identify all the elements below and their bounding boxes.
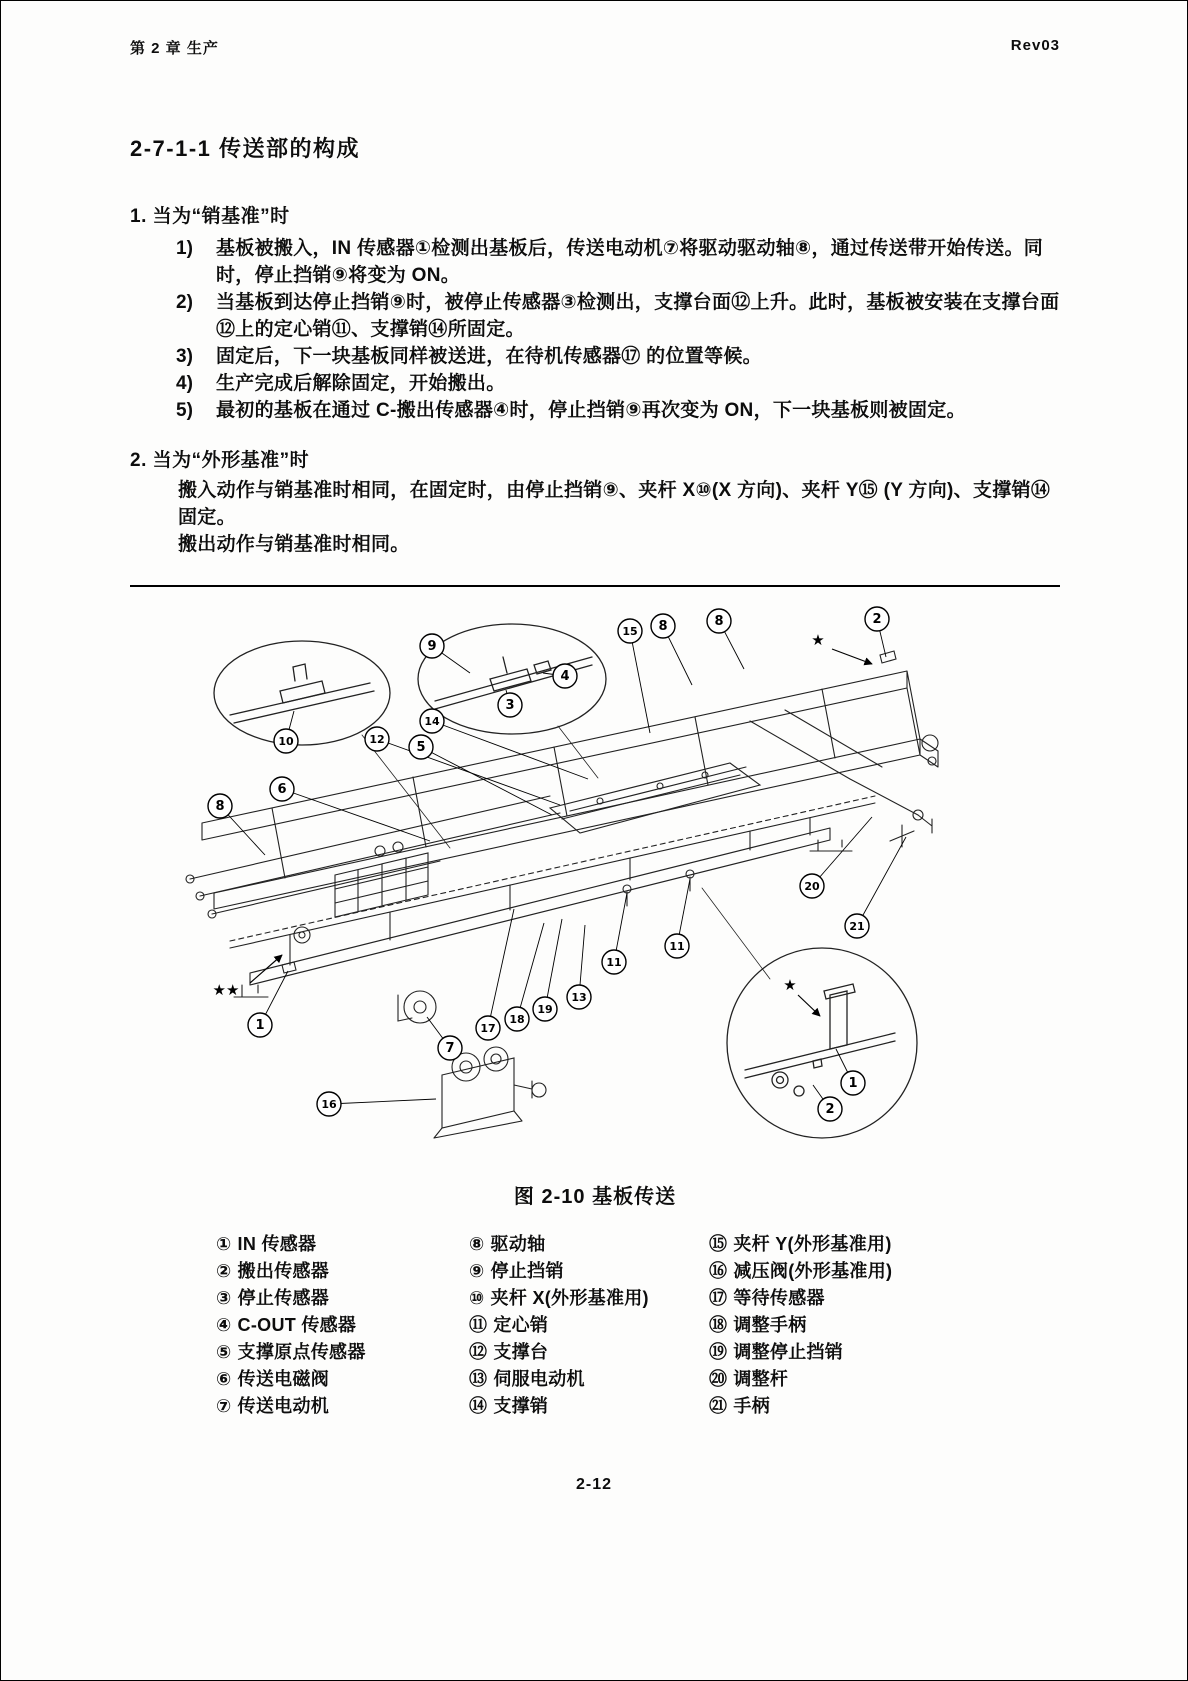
body-paragraph: 搬出动作与销基准时相同。 xyxy=(178,533,410,555)
legend-item xyxy=(709,1231,892,1258)
legend-item-number: ⑬ xyxy=(469,1368,488,1389)
step-text: 最初的基板在通过 C-搬出传感器④时，停止挡销⑨再次变为 ON，下一块基板则被固定。 xyxy=(216,399,966,421)
step-number: 3) xyxy=(176,345,193,367)
subsection-pin-reference-heading: 1. 当为“销基准”时 xyxy=(130,206,290,227)
legend-column xyxy=(469,1231,709,1420)
step-number: 1) xyxy=(176,238,193,259)
callout-number: 4 xyxy=(560,668,570,684)
legend-item xyxy=(709,1393,892,1420)
legend-item xyxy=(216,1393,469,1420)
callout-number: 19 xyxy=(537,1002,553,1016)
legend-item-number: ⑨ xyxy=(469,1260,485,1281)
step-item xyxy=(130,398,1060,425)
legend-item xyxy=(469,1258,709,1285)
callout-number: 8 xyxy=(215,798,225,814)
star-marker: ★★ xyxy=(212,980,240,999)
legend-item-number: ⑪ xyxy=(469,1314,488,1335)
callout-number: 12 xyxy=(369,732,385,746)
callout-number: 8 xyxy=(714,613,724,629)
page-header xyxy=(130,37,1060,58)
callout-number: 15 xyxy=(622,624,638,638)
legend-item xyxy=(469,1285,709,1312)
star-layer xyxy=(213,631,872,1016)
legend-item-number: ② xyxy=(216,1260,232,1281)
horizontal-rule xyxy=(130,585,1060,587)
legend-item-number: ④ xyxy=(216,1314,232,1335)
callout-number: 3 xyxy=(505,697,515,713)
figure-caption: 图 2-10 基板传送 xyxy=(513,1185,677,1208)
callout-number: 8 xyxy=(658,618,668,634)
star-marker: ★ xyxy=(783,975,797,994)
star-marker: ★ xyxy=(811,630,825,649)
step-item xyxy=(130,236,1060,290)
legend-item-label: 支撑销 xyxy=(493,1395,549,1416)
legend-item xyxy=(216,1231,469,1258)
legend-item-number: ⑫ xyxy=(469,1341,488,1362)
legend-item-label: 支撑台 xyxy=(493,1341,549,1362)
legend-item-number: ⑰ xyxy=(709,1287,728,1308)
legend-column xyxy=(709,1231,892,1420)
legend-column xyxy=(216,1231,469,1420)
callout-number: 11 xyxy=(669,939,685,953)
legend-item-number: ⑧ xyxy=(469,1233,485,1254)
page-content xyxy=(130,37,1060,1420)
figure-conveyor-diagram xyxy=(130,593,1060,1178)
legend-item-label: 夹杆 X(外形基准用) xyxy=(490,1287,649,1308)
legend-item-label: 夹杆 Y(外形基准用) xyxy=(733,1233,892,1254)
legend-item xyxy=(709,1285,892,1312)
subsection-outline-reference-heading: 2. 当为“外形基准”时 xyxy=(130,449,310,471)
callout-number: 17 xyxy=(480,1021,496,1035)
legend-item xyxy=(216,1339,469,1366)
legend-item-label: IN 传感器 xyxy=(237,1233,317,1254)
legend-item-number: ⑱ xyxy=(709,1314,728,1335)
legend-item xyxy=(709,1312,892,1339)
callout-layer xyxy=(208,607,906,1121)
legend-item xyxy=(216,1285,469,1312)
step-number: 5) xyxy=(176,399,193,421)
legend-item-label: 调整杆 xyxy=(733,1368,789,1389)
legend-item-label: 搬出传感器 xyxy=(237,1260,330,1281)
outline-paragraphs xyxy=(178,478,1060,559)
step-item xyxy=(130,290,1060,344)
callout-number: 14 xyxy=(424,714,440,728)
callout-number: 18 xyxy=(509,1012,525,1026)
callout-number: 5 xyxy=(416,739,426,755)
step-number: 2) xyxy=(176,291,193,313)
callout-number: 20 xyxy=(804,879,820,893)
step-text: 当基板到达停止挡销⑨时，被停止传感器③检测出，支撑台面⑫上升。此时，基板被安装在支撑台面⑫上的定心销⑪、支撑销⑭所固定。 xyxy=(216,291,1060,340)
legend-item-label: 传送电磁阀 xyxy=(237,1368,330,1389)
legend-item-label: 手柄 xyxy=(733,1395,770,1416)
legend-item-label: 驱动轴 xyxy=(490,1233,546,1254)
legend-item-label: 伺服电动机 xyxy=(493,1368,585,1389)
step-text: 固定后，下一块基板同样被送进，在待机传感器⑰ 的位置等候。 xyxy=(216,345,762,367)
callout-number: 1 xyxy=(255,1017,265,1033)
legend-item xyxy=(469,1339,709,1366)
legend-item xyxy=(469,1231,709,1258)
legend-item xyxy=(216,1312,469,1339)
legend-item-number: ⑮ xyxy=(709,1233,728,1254)
callout-number: 2 xyxy=(825,1101,835,1117)
legend-item-label: 定心销 xyxy=(493,1314,549,1335)
header-chapter: 第 2 章 生产 xyxy=(130,40,219,57)
callout-number: 13 xyxy=(571,990,587,1004)
legend-item-label: 停止传感器 xyxy=(237,1287,330,1308)
legend-item-label: 支撑原点传感器 xyxy=(237,1341,366,1362)
callout-number: 11 xyxy=(606,955,622,969)
legend-item-label: 减压阀(外形基准用) xyxy=(733,1260,893,1281)
pin-steps xyxy=(130,236,1060,425)
legend-item xyxy=(216,1366,469,1393)
header-revision: Rev03 xyxy=(1010,37,1060,54)
legend-item-label: 调整手柄 xyxy=(733,1314,807,1335)
callout-number: 1 xyxy=(848,1075,858,1091)
legend-item-number: ㉑ xyxy=(709,1395,728,1416)
legend-item xyxy=(709,1258,892,1285)
step-text: 生产完成后解除固定，开始搬出。 xyxy=(216,372,506,394)
legend-item xyxy=(469,1312,709,1339)
callout-number: 16 xyxy=(321,1097,337,1111)
step-item xyxy=(130,371,1060,398)
callout-number: 21 xyxy=(849,919,865,933)
legend-item-number: ⑲ xyxy=(709,1341,728,1362)
callout-number: 7 xyxy=(445,1040,455,1056)
step-number: 4) xyxy=(176,372,193,394)
legend-item-label: 调整停止挡销 xyxy=(733,1341,844,1362)
page-number: 2-12 xyxy=(575,1476,613,1493)
callout-number: 9 xyxy=(427,638,437,654)
conveyor-structure xyxy=(186,651,938,1138)
legend-item xyxy=(709,1339,892,1366)
legend-item xyxy=(709,1366,892,1393)
body-paragraph: 搬入动作与销基准时相同，在固定时，由停止挡销⑨、夹杆 X⑩(X 方向)、夹杆 Y⑮ (Y 方向)、支撑销⑭ 固定。 xyxy=(178,479,1051,528)
legend-item xyxy=(469,1366,709,1393)
legend-item-number: ⑦ xyxy=(216,1395,232,1416)
legend-item-number: ① xyxy=(216,1233,232,1254)
legend-item xyxy=(216,1258,469,1285)
legend-item-number: ⑳ xyxy=(709,1368,728,1389)
legend-item-number: ⑤ xyxy=(216,1341,232,1362)
step-item xyxy=(130,344,1060,371)
legend-item-number: ③ xyxy=(216,1287,232,1308)
step-text: 基板被搬入，IN 传感器①检测出基板后，传送电动机⑦将驱动驱动轴⑧，通过传送带开始传送。同时，停止挡销⑨将变为 ON。 xyxy=(216,238,1044,286)
callout-number: 10 xyxy=(278,734,294,748)
legend-item-label: C-OUT 传感器 xyxy=(237,1314,357,1335)
legend-item-number: ⑩ xyxy=(469,1287,485,1308)
legend-item-label: 停止挡销 xyxy=(490,1260,564,1281)
legend-item-number: ⑯ xyxy=(709,1260,728,1281)
callout-number: 2 xyxy=(872,611,882,627)
legend xyxy=(216,1231,1060,1420)
conveyor-diagram-svg xyxy=(130,593,1060,1173)
legend-item-number: ⑥ xyxy=(216,1368,232,1389)
legend-item-label: 等待传感器 xyxy=(733,1287,825,1308)
legend-item-label: 传送电动机 xyxy=(237,1395,330,1416)
callout-number: 6 xyxy=(277,781,287,797)
legend-item xyxy=(469,1393,709,1420)
section-title: 2-7-1-1 传送部的构成 xyxy=(130,136,361,161)
legend-item-number: ⑭ xyxy=(469,1395,488,1416)
